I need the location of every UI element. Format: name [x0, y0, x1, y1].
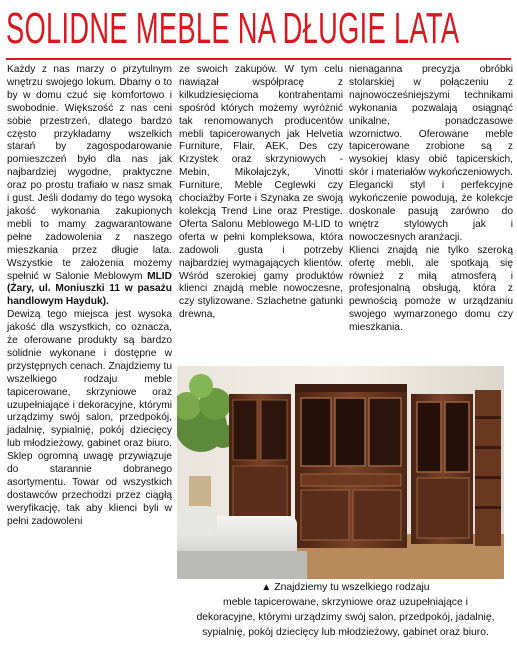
caption-arrow-icon: ▲: [261, 582, 272, 593]
headline-rule: [6, 58, 511, 60]
caption-text-1: Znajdziemy tu wszelkiego rodzaju: [274, 582, 430, 593]
caption-line-3: dekoracyjne, którymi urządzimy swój salon, przedpokój, jadalnię,: [196, 612, 495, 623]
sofa-icon: [177, 506, 307, 579]
caption-line-2: meble tapicerowane, skrzyniowe oraz uzupełniające i: [223, 597, 468, 608]
caption-line-1: [177, 580, 514, 595]
store-address: MLID (Żary, ul. Moniuszki 11 w pasażu handlowym Hayduk).: [7, 270, 172, 308]
column2-paragraph-1: ze swoich zakupów. W tym celu nawiązał współpracę z kilkudziesięcioma kontrahentami spośród których możemy wyróżnić tak renomowanych producentów mebli tapicerowanych jak Helvetia Furniture, Flair, AEK, Des czy Krzystek oraz skrzyniowych - Mebin, Mikołajczyk, Vinotti Furniture, Meble Ceglewki czy chociażby Forte i Szynaka ze swoją kolekcją Trend Line oraz Prestige. Oferta Salonu Meblowego M-LID to oferta w pełni kompleksowa, która zadowoli gusta i potrzeby najbardziej wymagających klientów. Wśród szerokiej gamy produktów klienci znajdą meble nowoczesne, czy stylizowane. Szlachetne gatunki drewna,: [179, 64, 343, 321]
article-column-3: [349, 64, 513, 364]
showroom-illustration: [177, 366, 504, 579]
caption-line-4: sypialnię, pokój dziecięcy lub młodzieżowy, gabinet oraz biuro.: [202, 627, 489, 638]
column1-text-1: Każdy z nas marzy o przytulnym wnętrzu swojego lokum. Dbamy o to by w domu czuć się komfortowo i swobodnie. Większość z nas ceni sobie przestrzeń, dlatego bardzo często przykładamy wszelkich starań by zagospodarowanie pomieszczeń było dla nas jak najbardziej wygodne, praktyczne oraz po prostu trafiało w nasz smak i gust. Jeśli dodamy do tego wysoką jakość wykonania zakupionych mebli to mamy zagwarantowane pełne zadowolenia z naszego mieszkania przez długie lata. Wszystkie te założenia możemy spełnić w Salonie Meblowym: [7, 64, 172, 282]
showroom-photo: [177, 366, 504, 579]
article-column-1: [7, 64, 172, 644]
article-column-2: [179, 64, 343, 364]
column1-paragraph-1: [7, 64, 172, 309]
headline: SOLIDNE MEBLE NA DŁUGIE LATA: [6, 4, 460, 53]
column1-paragraph-2: Dewizą tego miejsca jest wysoka jakość dla wszystkich, co oznacza, że oferowane produkty są bardzo solidnie wykonane i dostępne w przystępnych cenach. Znajdziemy tu wszelkiego rodzaju meble tapicerowane, skrzyniowe oraz uzupełniające i dekoracyjne, którymi urządzimy swój salon, przedpokój, jadalnię, sypialnię, pokój dziecięcy lub młodzieżowy, gabinet oraz biuro. Sklep ogromną uwagę przywiązuje do starannie dobranego asortymentu. Towar od wszystkich dostawców przechodzi przez ciągłą weryfikację, tak aby klienci byli w pełni zadowoleni: [7, 309, 172, 527]
column3-paragraph-2: Klienci znajdą nie tylko szeroką ofertę mebli, ale spotkają się również z miłą atmosferą i profesjonalną obsługą, która z pewnością pomoże w urządzaniu swojego wymarzonego domu czy mieszkania.: [349, 244, 513, 334]
photo-caption: [177, 580, 514, 640]
column3-paragraph-1: nienaganna precyzja obróbki stolarskiej w połączeniu z najnowocześniejszymi technikami wykonania pozwalają osiągnąć unikalne, ponadczasowe wzornictwo. Oferowane meble tapicerowane zrobione są z wysokiej klasy obić tapicerskich, skór i materiałów wykończeniowych. Elegancki styl i perfekcyjne wykończenie powodują, że kolekcje doskonale pasują zarówno do wnętrz stylowych jak i nowoczesnych aranżacji.: [349, 64, 513, 243]
